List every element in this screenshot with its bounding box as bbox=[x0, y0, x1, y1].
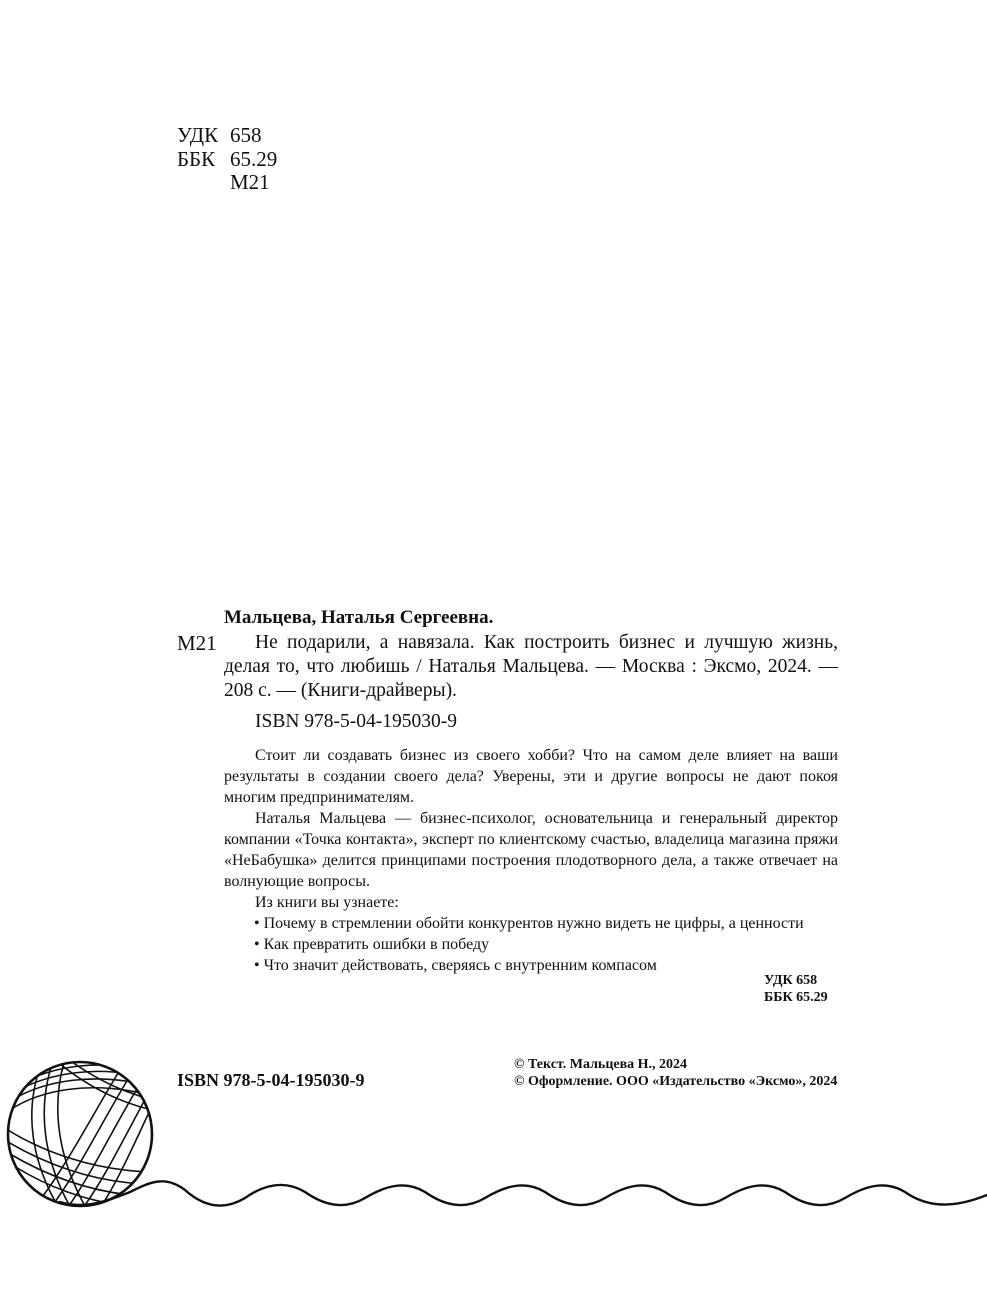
annotation-bullet: • Почему в стремлении обойти конкурентов нужно видеть не цифры, а ценности bbox=[254, 915, 804, 932]
annotation-paragraph-2: Наталья Мальцева — бизнес-психолог, основательница и генеральный директор компании «Точка контакта», эксперт по клиентскому счастью, владелица магазина пряжи «НеБабушка» делится принципами построения плодотворного дела, а также отвечает на волнующие вопросы. bbox=[224, 810, 838, 890]
bbk-value: 65.29 bbox=[230, 146, 278, 171]
author-mark: М21 bbox=[177, 631, 217, 655]
annotation-paragraph-1: Стоит ли создавать бизнес из своего хобби? Что на самом деле влияет на ваши результаты в создании своего дела? Уверены, эти и другие вопросы не дают покоя многим предпринимателям. bbox=[224, 747, 838, 806]
author-heading: Мальцева, Наталья Сергеевна. bbox=[224, 607, 494, 628]
annotation bbox=[224, 745, 838, 976]
udk-label: УДК bbox=[177, 123, 219, 147]
isbn-record: ISBN 978-5-04-195030-9 bbox=[255, 711, 458, 732]
copyright-design: © Оформление. ООО «Издательство «Эксмо», 2024 bbox=[514, 1074, 838, 1089]
title-description: Не подарили, а навязала. Как построить бизнес и лучшую жизнь, делая то, что любишь / Наталья Мальцева. — Москва : Эксмо, 2024. — 208 с. — (Книги-драйверы). bbox=[224, 632, 838, 701]
author-mark-row bbox=[177, 171, 277, 195]
bbk-bottom: ББК 65.29 bbox=[764, 990, 828, 1005]
bbk-row bbox=[177, 148, 277, 172]
classification-top bbox=[177, 124, 277, 195]
annotation-bullet: • Что значит действовать, сверяясь с внутренним компасом bbox=[254, 957, 657, 974]
isbn-footer: ISBN 978-5-04-195030-9 bbox=[177, 1070, 365, 1090]
annotation-list-intro: Из книги вы узнаете: bbox=[255, 894, 399, 911]
copyright-text: © Текст. Мальцева Н., 2024 bbox=[514, 1057, 688, 1072]
yarn-ball-icon bbox=[0, 1050, 987, 1220]
bbk-label: ББК bbox=[177, 146, 216, 171]
udk-row bbox=[177, 124, 277, 148]
udk-value: 658 bbox=[230, 123, 262, 147]
author-mark-top: М21 bbox=[230, 170, 270, 194]
udk-bottom: УДК 658 bbox=[764, 973, 818, 988]
annotation-bullet: • Как превратить ошибки в победу bbox=[254, 936, 490, 953]
classification-bottom bbox=[764, 972, 828, 1006]
